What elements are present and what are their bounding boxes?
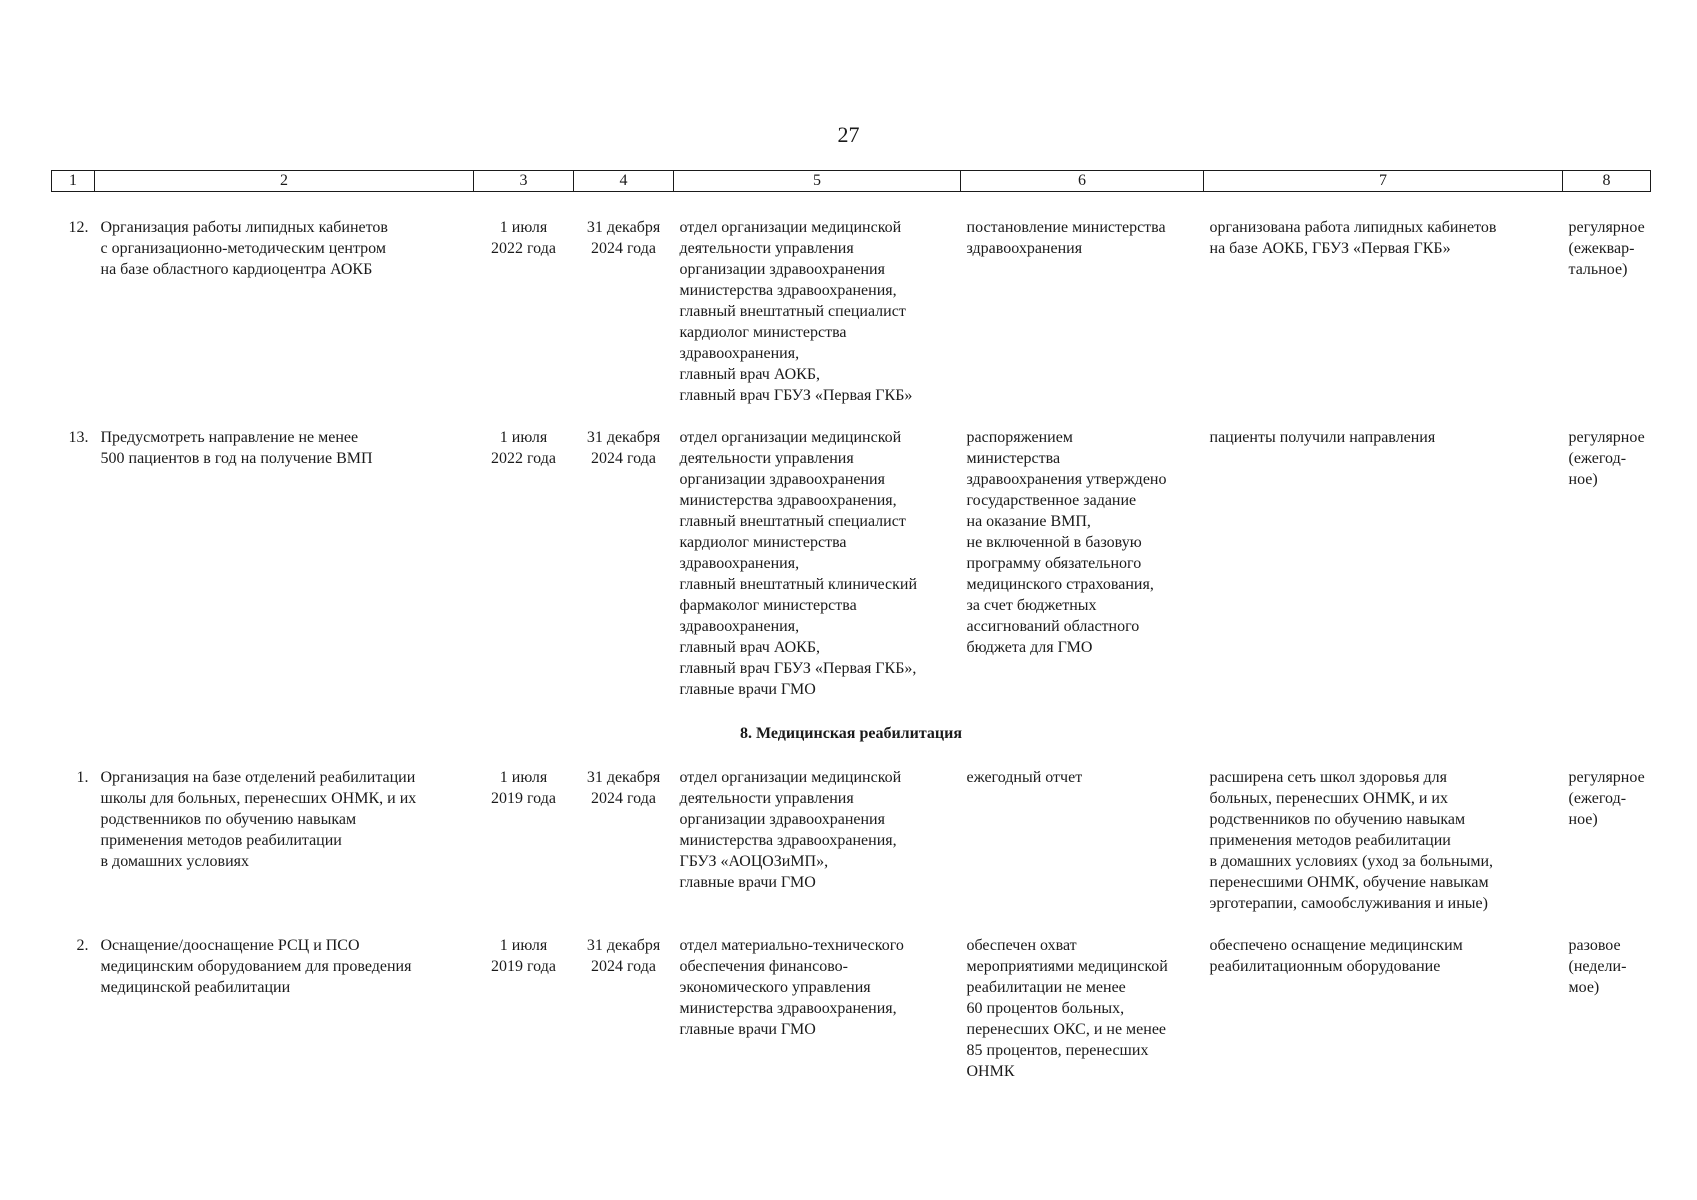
result: организована работа липидных кабинетов на базе АОКБ, ГБУЗ «Первая ГКБ» [1209, 219, 1497, 257]
end-date: 31 декабря 2024 года [586, 429, 661, 467]
column-header-5: 5 [674, 171, 961, 192]
section-heading-row [52, 723, 1651, 744]
measure-type: регулярное (ежегод- ное) [1568, 429, 1645, 488]
responsible: отдел организации медицинской деятельности управления организации здравоохранения министерства здравоохранения, ГБУЗ «АОЦОЗиМП», главные врачи ГМО [679, 769, 902, 891]
start-date: 1 июля 2019 года [491, 769, 556, 807]
measure-name: Оснащение/дооснащение РСЦ и ПСО медицинским оборудованием для проведения медицинской реабилитации [100, 937, 412, 996]
end-date: 31 декабря 2024 года [586, 937, 661, 975]
measure-name: Организация работы липидных кабинетов с организационно-методическим центром на базе областного кардиоцентра АОКБ [100, 219, 388, 278]
responsible: отдел материально-технического обеспечения финансово- экономического управления министерства здравоохранения, главные врачи ГМО [679, 937, 904, 1038]
column-header-3: 3 [474, 171, 574, 192]
document: распоряжением министерства здравоохранения утверждено государственное задание на оказание ВМП, не включенной в базовую программу обязательного медицинского страхования, за счет бюджетных ассигнований областного бюджета для ГМО [966, 429, 1167, 656]
measure-type: регулярное (ежеквар- тальное) [1568, 219, 1645, 278]
table-row [52, 935, 1651, 1082]
table-row [52, 427, 1651, 700]
result: расширена сеть школ здоровья для больных, перенесших ОНМК, и их родственников по обучению навыкам применения методов реабилитации в домашних условиях (уход за больными, перенесшими ОНМК, обучение навыкам эрготерапии, самообслуживания и иные) [1209, 769, 1494, 912]
responsible: отдел организации медицинской деятельности управления организации здравоохранения министерства здравоохранения, главный внештатный специалист кардиолог министерства здравоохранения, главный врач АОКБ, главный врач ГБУЗ «Первая ГКБ» [679, 219, 913, 404]
row-number: 12. [68, 219, 89, 236]
end-date: 31 декабря 2024 года [586, 219, 661, 257]
document: ежегодный отчет [966, 769, 1083, 786]
measures-table [51, 170, 1651, 1082]
page-number: 27 [837, 122, 860, 147]
column-header-8: 8 [1563, 171, 1651, 192]
row-number: 13. [68, 429, 89, 446]
start-date: 1 июля 2022 года [491, 219, 556, 257]
end-date: 31 декабря 2024 года [586, 769, 661, 807]
document: обеспечен охват мероприятиями медицинской реабилитации не менее 60 процентов больных, перенесших ОКС, и не менее 85 процентов, перенесших ОНМК [966, 937, 1168, 1080]
column-header-4: 4 [574, 171, 674, 192]
column-header-1: 1 [52, 171, 95, 192]
measure-type: разовое (недели- мое) [1568, 937, 1627, 996]
result: пациенты получили направления [1209, 429, 1436, 446]
document: постановление министерства здравоохранения [966, 219, 1166, 257]
measure-name: Предусмотреть направление не менее 500 пациентов в год на получение ВМП [100, 429, 373, 467]
start-date: 1 июля 2022 года [491, 429, 556, 467]
column-number-header-row [52, 171, 1651, 192]
column-header-6: 6 [961, 171, 1204, 192]
row-number: 2. [76, 937, 89, 954]
responsible: отдел организации медицинской деятельности управления организации здравоохранения министерства здравоохранения, главный внештатный специалист кардиолог министерства здравоохранения, главный внештатный клинический фармаколог министерства здравоохранения, главный врач АОКБ, главный врач ГБУЗ «Первая ГКБ», главные врачи ГМО [679, 429, 918, 698]
column-header-7: 7 [1204, 171, 1563, 192]
table-row [52, 767, 1651, 914]
measure-type: регулярное (ежегод- ное) [1568, 769, 1645, 828]
start-date: 1 июля 2019 года [491, 937, 556, 975]
result: обеспечено оснащение медицинским реабилитационным оборудование [1209, 937, 1463, 975]
row-number: 1. [76, 769, 89, 786]
table-row [52, 217, 1651, 406]
column-header-2: 2 [95, 171, 474, 192]
measure-name: Организация на базе отделений реабилитации школы для больных, перенесших ОНМК, и их родственников по обучению навыкам применения методов реабилитации в домашних условиях [100, 769, 417, 870]
section-heading: 8. Медицинская реабилитация [739, 725, 963, 742]
